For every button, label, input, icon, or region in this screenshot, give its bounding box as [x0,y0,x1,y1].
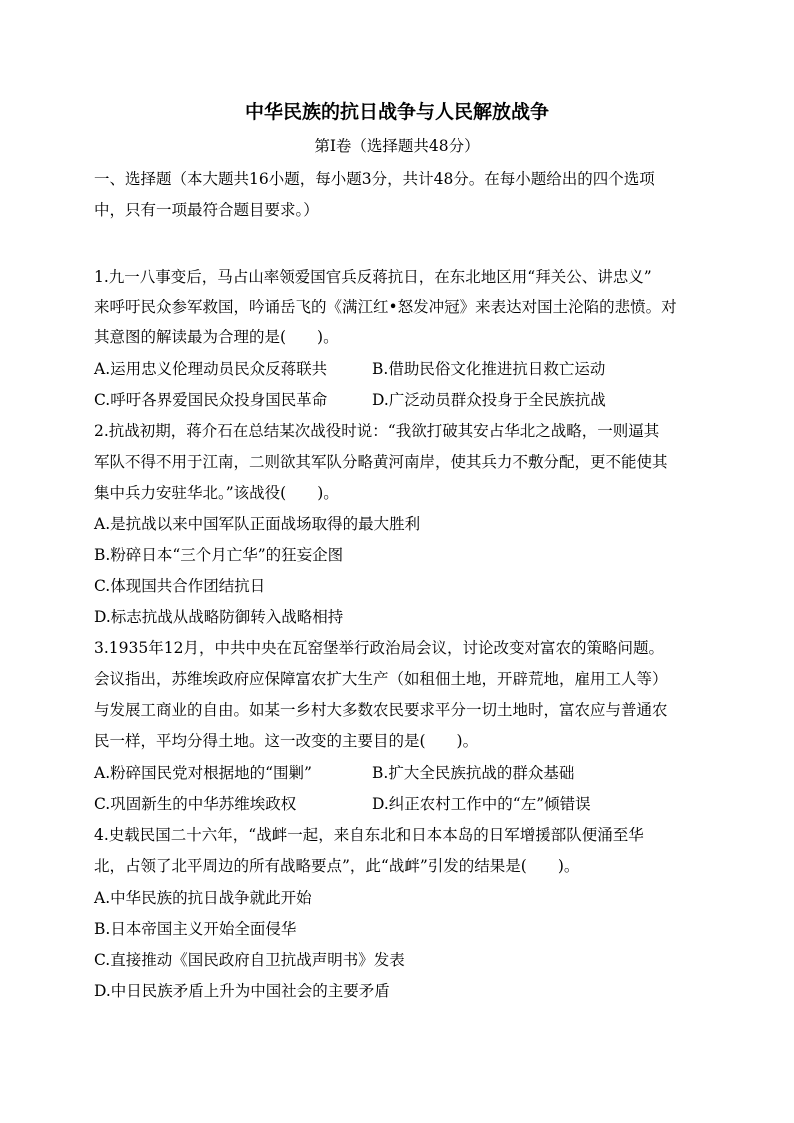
question-3-stem-line: 民一样，平均分得土地。这一改变的主要目的是( )。 [94,732,479,750]
question-2-option-b: B.粉碎日本“三个月亡华”的狂妄企图 [94,546,344,564]
question-2-option-c: C.体现国共合作团结抗日 [94,577,266,595]
question-1-stem-line: 1.九一八事变后，马占山率领爱国官兵反蒋抗日，在东北地区用“拜关公、讲忠义” [94,268,652,286]
question-3-option-a: A.粉碎国民党对根据地的“围剿” [94,764,312,782]
question-4-option-b: B.日本帝国主义开始全面侵华 [94,920,297,938]
question-3-option-c: C.巩固新生的中华苏维埃政权 [94,795,297,813]
question-4-stem-line: 4.史载民国二十六年，“战衅一起，来自东北和日本本岛的日军增援部队便涌至华 [94,826,644,844]
question-2-stem-line: 2.抗战初期，蒋介石在总结某次战役时说：“我欲打破其安占华北之战略，一则逼其 [94,422,660,440]
question-2-stem-line: 集中兵力安驻华北。”该战役( )。 [94,484,339,502]
page-title: 中华民族的抗日战争与人民解放战争 [244,101,549,123]
question-2-stem-line: 军队不得不用于江南，二则欲其军队分略黄河南岸，使其兵力不敷分配，更不能使其 [94,453,668,471]
question-4-option-d: D.中日民族矛盾上升为中国社会的主要矛盾 [94,982,390,1000]
question-3-stem-line: 与发展工商业的自由。如某一乡村大多数农民要求平分一切土地时，富农应与普通农 [94,701,668,719]
question-1-option-b: B.借助民俗文化推进抗日救亡运动 [372,360,606,378]
question-3-stem-line: 会议指出，苏维埃政府应保障富农扩大生产（如租佃土地，开辟荒地，雇用工人等） [94,670,668,688]
question-4-stem-line: 北，占领了北平周边的所有战略要点”，此“战衅”引发的结果是( )。 [94,857,580,875]
instructions-line: 中，只有一项最符合题目要求。） [94,201,319,219]
section-subtitle: 第Ⅰ卷（选择题共48分） [314,137,480,155]
question-1-option-a: A.运用忠义伦理动员民众反蒋联共 [94,360,328,378]
question-3-option-b: B.扩大全民族抗战的群众基础 [372,764,575,782]
question-2-option-d: D.标志抗战从战略防御转入战略相持 [94,608,344,626]
question-3-option-d: D.纠正农村工作中的“左”倾错误 [372,795,591,813]
question-1-stem-line: 来呼吁民众参军救国，吟诵岳飞的《满江红•怒发冲冠》来表达对国土沦陷的悲愤。对 [94,298,677,316]
question-4-option-c: C.直接推动《国民政府自卫抗战声明书》发表 [94,951,405,969]
question-1-option-c: C.呼吁各界爱国民众投身国民革命 [94,391,328,409]
question-1-stem-line: 其意图的解读最为合理的是( )。 [94,328,339,346]
question-2-option-a: A.是抗战以来中国军队正面战场取得的最大胜利 [94,515,421,533]
question-4-option-a: A.中华民族的抗日战争就此开始 [94,889,312,907]
question-3-stem-line: 3.1935年12月，中共中央在瓦窑堡举行政治局会议，讨论改变对富农的策略问题。 [94,639,664,657]
instructions-line: 一、选择题（本大题共16小题，每小题3分，共计48分。在每小题给出的四个选项 [94,170,655,188]
question-1-option-d: D.广泛动员群众投身于全民族抗战 [372,391,606,409]
